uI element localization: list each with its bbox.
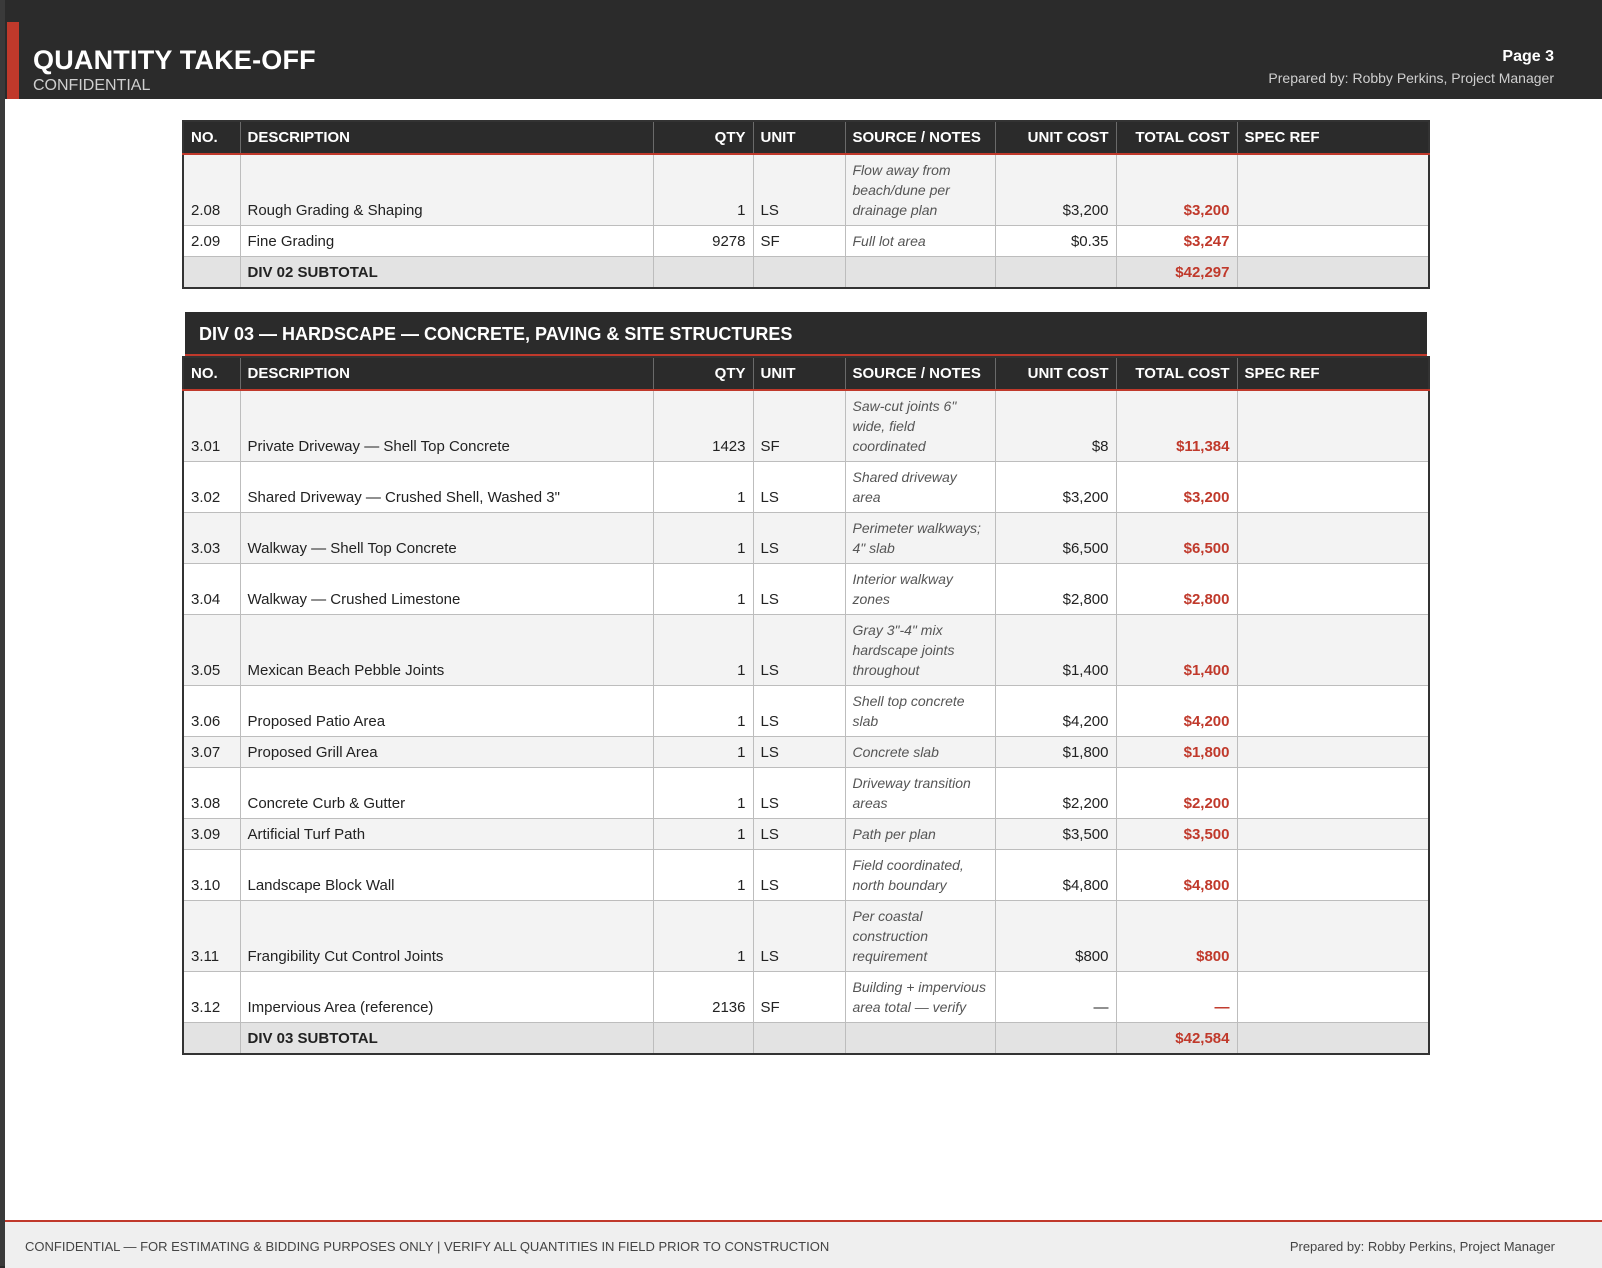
column-header: UNIT xyxy=(753,121,845,154)
item-unit-cost: $4,800 xyxy=(995,850,1116,901)
item-total-cost: $800 xyxy=(1116,901,1237,972)
subtotal-blank xyxy=(1237,257,1429,289)
table-row xyxy=(183,819,1429,850)
item-total-cost: $11,384 xyxy=(1116,390,1237,462)
item-spec-ref xyxy=(1237,819,1429,850)
header-accent-bar xyxy=(7,22,19,99)
subtotal-blank xyxy=(845,257,995,289)
item-number: 3.11 xyxy=(183,901,240,972)
item-unit: LS xyxy=(753,850,845,901)
table-row xyxy=(183,686,1429,737)
subtotal-row xyxy=(183,257,1429,289)
item-unit: LS xyxy=(753,737,845,768)
item-number: 2.09 xyxy=(183,226,240,257)
item-total-cost: $3,247 xyxy=(1116,226,1237,257)
item-spec-ref xyxy=(1237,154,1429,226)
item-notes: Driveway transition areas xyxy=(845,768,995,819)
item-description: Landscape Block Wall xyxy=(240,850,653,901)
div03-heading-bar xyxy=(185,312,1427,356)
item-notes: Per coastal construction requirement xyxy=(845,901,995,972)
item-spec-ref xyxy=(1237,901,1429,972)
item-unit-cost: $4,200 xyxy=(995,686,1116,737)
item-notes: Field coordinated, north boundary xyxy=(845,850,995,901)
item-description: Rough Grading & Shaping xyxy=(240,154,653,226)
item-total-cost: $3,500 xyxy=(1116,819,1237,850)
subtotal-blank xyxy=(653,1023,753,1055)
item-description: Mexican Beach Pebble Joints xyxy=(240,615,653,686)
item-notes: Path per plan xyxy=(845,819,995,850)
item-spec-ref xyxy=(1237,768,1429,819)
item-qty: 1 xyxy=(653,686,753,737)
subtotal-blank xyxy=(1237,1023,1429,1055)
page-number: Page 3 xyxy=(1502,48,1554,65)
item-notes: Full lot area xyxy=(845,226,995,257)
item-number: 3.08 xyxy=(183,768,240,819)
item-qty: 1 xyxy=(653,901,753,972)
subtotal-blank xyxy=(183,1023,240,1055)
item-qty: 1 xyxy=(653,737,753,768)
subtotal-blank xyxy=(845,1023,995,1055)
subtotal-value: $42,297 xyxy=(1116,257,1237,289)
column-header: SPEC REF xyxy=(1237,357,1429,390)
item-unit: LS xyxy=(753,901,845,972)
table-row xyxy=(183,513,1429,564)
item-description: Frangibility Cut Control Joints xyxy=(240,901,653,972)
item-spec-ref xyxy=(1237,615,1429,686)
item-unit-cost: $2,800 xyxy=(995,564,1116,615)
item-total-cost: $1,400 xyxy=(1116,615,1237,686)
table-header-row xyxy=(183,357,1429,390)
column-header: SPEC REF xyxy=(1237,121,1429,154)
table-row xyxy=(183,972,1429,1023)
table-row xyxy=(183,390,1429,462)
column-header: NO. xyxy=(183,357,240,390)
column-header: DESCRIPTION xyxy=(240,121,653,154)
page-footer xyxy=(5,1220,1602,1268)
item-unit: LS xyxy=(753,768,845,819)
table-row xyxy=(183,615,1429,686)
item-unit: LS xyxy=(753,513,845,564)
item-spec-ref xyxy=(1237,850,1429,901)
item-unit: LS xyxy=(753,686,845,737)
item-description: Artificial Turf Path xyxy=(240,819,653,850)
item-unit: SF xyxy=(753,226,845,257)
item-number: 3.06 xyxy=(183,686,240,737)
item-spec-ref xyxy=(1237,390,1429,462)
item-total-cost: $3,200 xyxy=(1116,154,1237,226)
column-header: TOTAL COST xyxy=(1116,357,1237,390)
column-header: SOURCE / NOTES xyxy=(845,357,995,390)
subtotal-blank xyxy=(183,257,240,289)
item-unit-cost: $1,400 xyxy=(995,615,1116,686)
item-unit-cost: $2,200 xyxy=(995,768,1116,819)
item-unit: LS xyxy=(753,154,845,226)
subtotal-blank xyxy=(995,257,1116,289)
item-total-cost: $4,800 xyxy=(1116,850,1237,901)
item-unit: LS xyxy=(753,462,845,513)
item-unit: SF xyxy=(753,390,845,462)
item-total-cost: $6,500 xyxy=(1116,513,1237,564)
item-description: Proposed Patio Area xyxy=(240,686,653,737)
table-row xyxy=(183,462,1429,513)
subtotal-label: DIV 03 SUBTOTAL xyxy=(240,1023,653,1055)
item-number: 3.01 xyxy=(183,390,240,462)
table-row xyxy=(183,768,1429,819)
column-header: SOURCE / NOTES xyxy=(845,121,995,154)
item-qty: 1 xyxy=(653,154,753,226)
item-qty: 1 xyxy=(653,564,753,615)
item-unit-cost: $0.35 xyxy=(995,226,1116,257)
subtotal-value: $42,584 xyxy=(1116,1023,1237,1055)
column-header: UNIT xyxy=(753,357,845,390)
item-unit: LS xyxy=(753,615,845,686)
item-qty: 1 xyxy=(653,513,753,564)
item-description: Walkway — Crushed Limestone xyxy=(240,564,653,615)
item-unit: LS xyxy=(753,564,845,615)
item-number: 3.12 xyxy=(183,972,240,1023)
item-qty: 1 xyxy=(653,462,753,513)
div03-table xyxy=(182,356,1430,1055)
item-description: Private Driveway — Shell Top Concrete xyxy=(240,390,653,462)
item-number: 3.04 xyxy=(183,564,240,615)
item-qty: 1423 xyxy=(653,390,753,462)
item-notes: Building + impervious area total — verify xyxy=(845,972,995,1023)
column-header: UNIT COST xyxy=(995,121,1116,154)
item-total-cost: $4,200 xyxy=(1116,686,1237,737)
page-header xyxy=(5,0,1602,99)
table-row xyxy=(183,850,1429,901)
item-unit-cost: $3,200 xyxy=(995,462,1116,513)
table-row xyxy=(183,226,1429,257)
column-header: UNIT COST xyxy=(995,357,1116,390)
item-unit-cost: $3,500 xyxy=(995,819,1116,850)
item-number: 3.03 xyxy=(183,513,240,564)
item-unit-cost: $3,200 xyxy=(995,154,1116,226)
page-subtitle: CONFIDENTIAL xyxy=(33,77,151,94)
document-page xyxy=(5,0,1602,1266)
div03-heading: DIV 03 — HARDSCAPE — CONCRETE, PAVING & SITE STRUCTURES xyxy=(199,324,793,344)
item-description: Walkway — Shell Top Concrete xyxy=(240,513,653,564)
item-notes: Flow away from beach/dune per drainage plan xyxy=(845,154,995,226)
column-header: DESCRIPTION xyxy=(240,357,653,390)
prepared-by: Prepared by: Robby Perkins, Project Manager xyxy=(1268,70,1554,86)
item-notes: Interior walkway zones xyxy=(845,564,995,615)
footer-disclaimer: CONFIDENTIAL — FOR ESTIMATING & BIDDING PURPOSES ONLY | VERIFY ALL QUANTITIES IN FIELD PRIOR TO CONSTRUCTION xyxy=(25,1239,830,1254)
item-spec-ref xyxy=(1237,226,1429,257)
item-spec-ref xyxy=(1237,513,1429,564)
subtotal-blank xyxy=(753,1023,845,1055)
item-number: 3.02 xyxy=(183,462,240,513)
column-header: TOTAL COST xyxy=(1116,121,1237,154)
item-notes: Shell top concrete slab xyxy=(845,686,995,737)
table-header-row xyxy=(183,121,1429,154)
table-row xyxy=(183,564,1429,615)
item-qty: 1 xyxy=(653,615,753,686)
item-spec-ref xyxy=(1237,972,1429,1023)
subtotal-blank xyxy=(753,257,845,289)
item-unit: SF xyxy=(753,972,845,1023)
subtotal-blank xyxy=(995,1023,1116,1055)
table-row xyxy=(183,154,1429,226)
item-description: Proposed Grill Area xyxy=(240,737,653,768)
item-total-cost: $1,800 xyxy=(1116,737,1237,768)
column-header: QTY xyxy=(653,357,753,390)
item-unit: LS xyxy=(753,819,845,850)
item-unit-cost: $6,500 xyxy=(995,513,1116,564)
item-spec-ref xyxy=(1237,462,1429,513)
item-unit-cost: $800 xyxy=(995,901,1116,972)
item-qty: 2136 xyxy=(653,972,753,1023)
item-description: Fine Grading xyxy=(240,226,653,257)
item-notes: Perimeter walkways; 4" slab xyxy=(845,513,995,564)
item-notes: Gray 3"-4" mix hardscape joints throughout xyxy=(845,615,995,686)
div02-table xyxy=(182,120,1430,289)
item-description: Shared Driveway — Crushed Shell, Washed 3" xyxy=(240,462,653,513)
item-spec-ref xyxy=(1237,564,1429,615)
footer-prepared-by: Prepared by: Robby Perkins, Project Manager xyxy=(1289,1239,1555,1254)
item-qty: 1 xyxy=(653,819,753,850)
item-total-cost: $2,200 xyxy=(1116,768,1237,819)
item-total-cost: $2,800 xyxy=(1116,564,1237,615)
item-qty: 9278 xyxy=(653,226,753,257)
item-number: 3.05 xyxy=(183,615,240,686)
item-spec-ref xyxy=(1237,686,1429,737)
item-total-cost: $3,200 xyxy=(1116,462,1237,513)
item-unit-cost: $1,800 xyxy=(995,737,1116,768)
item-number: 3.07 xyxy=(183,737,240,768)
subtotal-blank xyxy=(653,257,753,289)
column-header: QTY xyxy=(653,121,753,154)
item-description: Impervious Area (reference) xyxy=(240,972,653,1023)
item-spec-ref xyxy=(1237,737,1429,768)
item-number: 3.09 xyxy=(183,819,240,850)
item-notes: Shared driveway area xyxy=(845,462,995,513)
item-description: Concrete Curb & Gutter xyxy=(240,768,653,819)
table-row xyxy=(183,901,1429,972)
subtotal-label: DIV 02 SUBTOTAL xyxy=(240,257,653,289)
item-notes: Concrete slab xyxy=(845,737,995,768)
item-qty: 1 xyxy=(653,850,753,901)
page-title: QUANTITY TAKE-OFF xyxy=(33,45,316,75)
column-header: NO. xyxy=(183,121,240,154)
item-qty: 1 xyxy=(653,768,753,819)
item-total-cost: — xyxy=(1116,972,1237,1023)
item-number: 3.10 xyxy=(183,850,240,901)
subtotal-row xyxy=(183,1023,1429,1055)
item-unit-cost: $8 xyxy=(995,390,1116,462)
item-notes: Saw-cut joints 6" wide, field coordinated xyxy=(845,390,995,462)
table-row xyxy=(183,737,1429,768)
item-unit-cost: — xyxy=(995,972,1116,1023)
item-number: 2.08 xyxy=(183,154,240,226)
